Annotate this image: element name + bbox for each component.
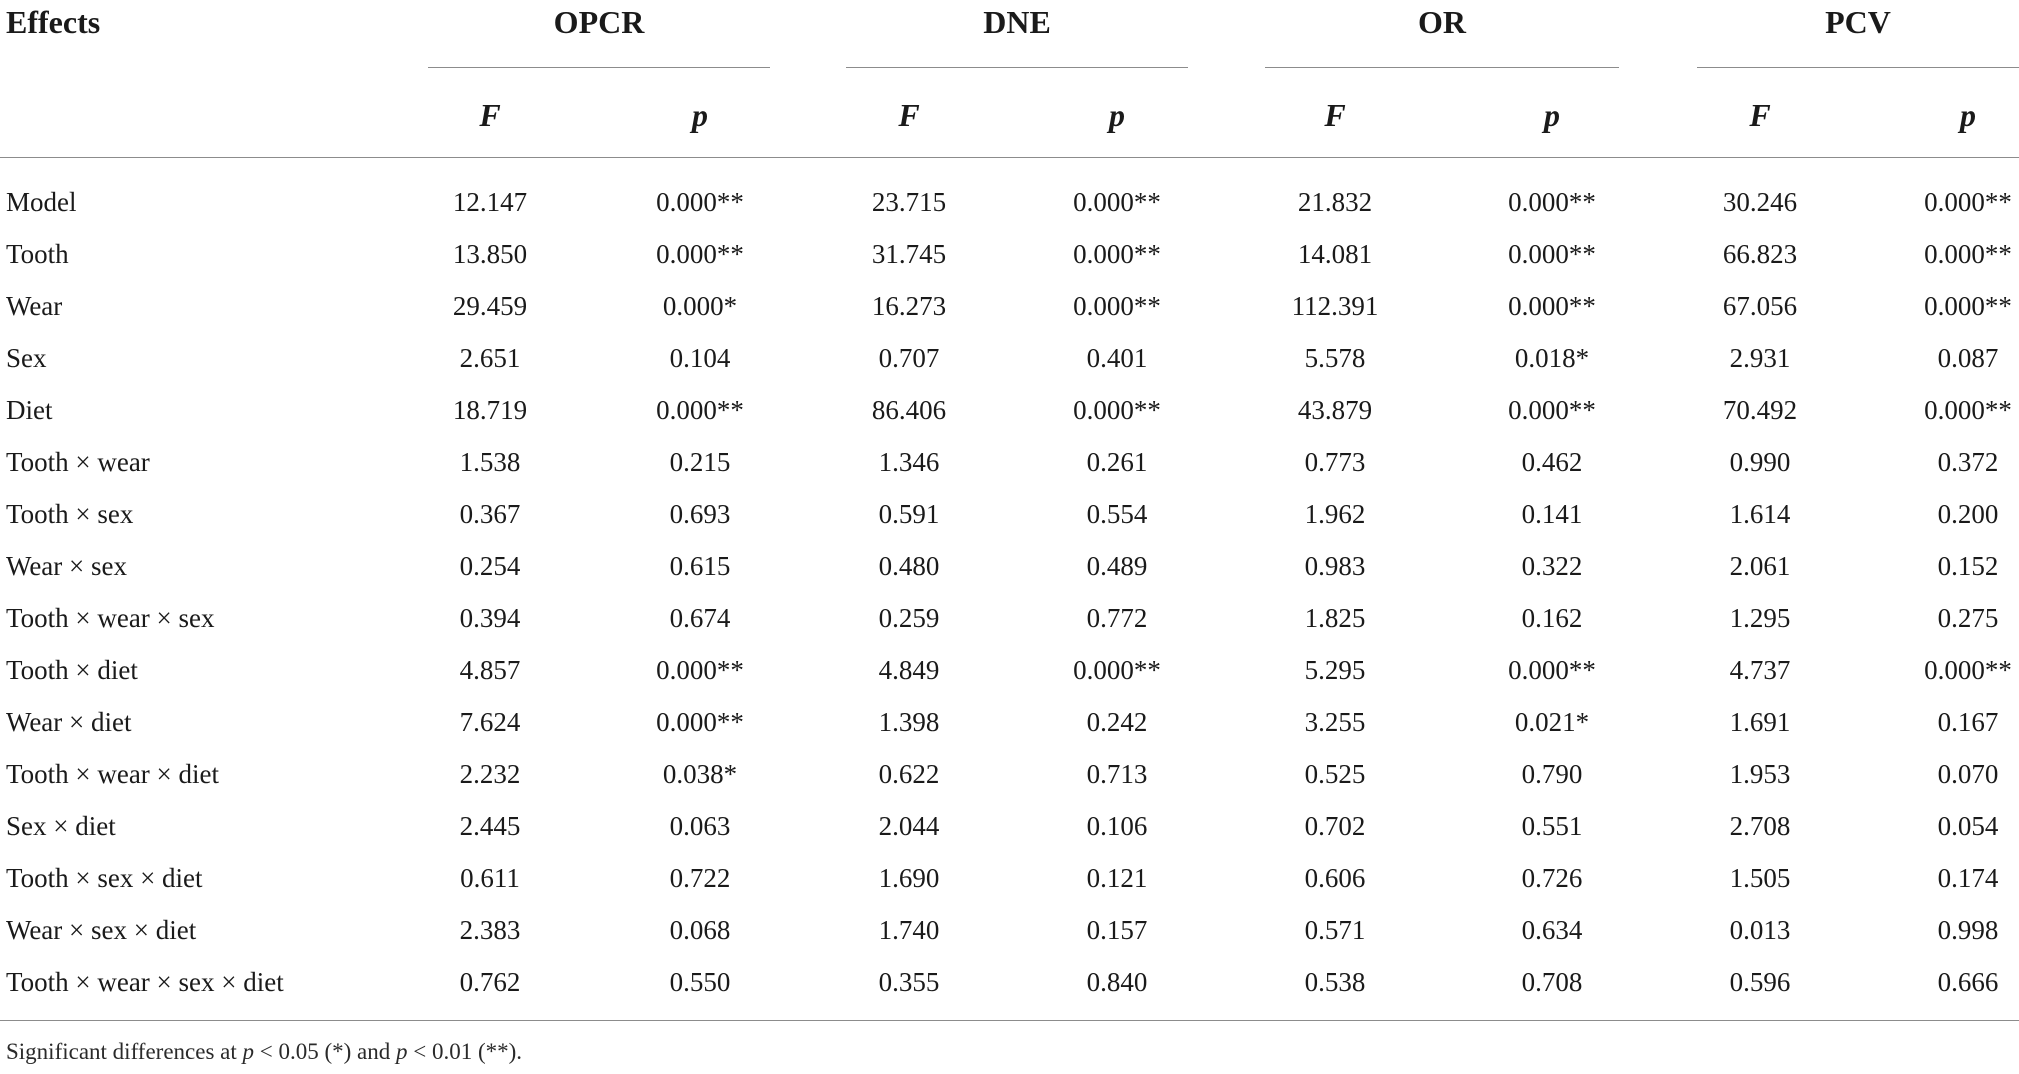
cell-dne-p: 0.554 — [1086, 499, 1148, 529]
cell-opcr-p: 0.038* — [662, 759, 738, 789]
cell-dne-p: 0.121 — [1086, 863, 1148, 893]
cell-dne-f: 4.849 — [878, 655, 940, 685]
row-label: Tooth × sex × diet — [6, 863, 203, 893]
cell-pcv-p: 0.000** — [1924, 291, 2012, 321]
cell-opcr-f: 0.611 — [460, 863, 520, 893]
cell-opcr-p: 0.000** — [656, 395, 744, 425]
row-label: Model — [6, 187, 77, 217]
cell-or-p: 0.021* — [1514, 707, 1590, 737]
subheader-pcv-p: p — [1960, 97, 1976, 133]
cell-pcv-f: 66.823 — [1722, 239, 1798, 269]
table-row — [0, 384, 2019, 436]
cell-pcv-p: 0.372 — [1937, 447, 1999, 477]
cell-opcr-f: 0.254 — [459, 551, 521, 581]
table-row — [0, 488, 2019, 540]
cell-or-f: 0.606 — [1304, 863, 1366, 893]
cell-pcv-f: 2.061 — [1729, 551, 1791, 581]
cell-opcr-f: 0.367 — [459, 499, 521, 529]
row-label: Wear × sex — [6, 551, 127, 581]
cell-pcv-p: 0.070 — [1937, 759, 1999, 789]
group-rule-pcv — [1697, 67, 2019, 68]
table-row — [0, 748, 2019, 800]
cell-pcv-p: 0.000** — [1924, 655, 2012, 685]
subheader-or-p: p — [1544, 97, 1560, 133]
table-row — [0, 176, 2019, 228]
footnote-middle: < 0.05 (*) and — [254, 1039, 397, 1064]
cell-opcr-p: 0.693 — [669, 499, 731, 529]
table-row — [0, 644, 2019, 696]
cell-opcr-f: 18.719 — [452, 395, 528, 425]
row-label: Sex × diet — [6, 811, 116, 841]
row-label: Tooth × wear — [6, 447, 150, 477]
cell-opcr-p: 0.215 — [669, 447, 731, 477]
subheader-pcv-f: F — [1749, 97, 1771, 133]
cell-pcv-f: 30.246 — [1722, 187, 1798, 217]
cell-dne-f: 2.044 — [878, 811, 940, 841]
cell-dne-p: 0.713 — [1086, 759, 1148, 789]
cell-dne-p: 0.157 — [1086, 915, 1148, 945]
cell-or-p: 0.018* — [1514, 343, 1590, 373]
cell-or-p: 0.000** — [1508, 291, 1596, 321]
cell-opcr-f: 1.538 — [459, 447, 521, 477]
cell-or-p: 0.000** — [1508, 187, 1596, 217]
group-header-or: OR — [1418, 4, 1466, 40]
row-label: Sex — [6, 343, 47, 373]
table-footnote — [6, 1036, 522, 1068]
cell-opcr-p: 0.000* — [662, 291, 738, 321]
cell-or-p: 0.634 — [1521, 915, 1583, 945]
cell-opcr-p: 0.104 — [669, 343, 731, 373]
row-label: Tooth × wear × sex — [6, 603, 215, 633]
cell-opcr-f: 4.857 — [459, 655, 521, 685]
subheader-opcr-p: p — [692, 97, 708, 133]
header-rule — [0, 157, 2019, 158]
table-row — [0, 800, 2019, 852]
cell-or-f: 0.538 — [1304, 967, 1366, 997]
cell-pcv-f: 1.953 — [1729, 759, 1791, 789]
cell-opcr-f: 13.850 — [452, 239, 528, 269]
cell-or-p: 0.000** — [1508, 395, 1596, 425]
cell-opcr-f: 0.394 — [459, 603, 521, 633]
cell-or-p: 0.790 — [1521, 759, 1583, 789]
cell-opcr-p: 0.000** — [656, 707, 744, 737]
cell-pcv-f: 70.492 — [1722, 395, 1798, 425]
table-row — [0, 436, 2019, 488]
cell-dne-f: 0.355 — [878, 967, 940, 997]
cell-or-f: 14.081 — [1297, 239, 1373, 269]
cell-opcr-p: 0.063 — [669, 811, 731, 841]
cell-pcv-p: 0.200 — [1937, 499, 1999, 529]
cell-or-f: 0.571 — [1304, 915, 1366, 945]
cell-pcv-f: 4.737 — [1729, 655, 1791, 685]
cell-opcr-f: 12.147 — [452, 187, 528, 217]
cell-dne-p: 0.000** — [1073, 239, 1161, 269]
table-row — [0, 332, 2019, 384]
table-row — [0, 904, 2019, 956]
cell-pcv-f: 0.013 — [1729, 915, 1791, 945]
cell-dne-p: 0.261 — [1086, 447, 1148, 477]
cell-pcv-f: 1.691 — [1729, 707, 1791, 737]
row-label: Tooth × diet — [6, 655, 138, 685]
group-rule-dne — [846, 67, 1188, 68]
group-header-dne: DNE — [983, 4, 1051, 40]
cell-or-p: 0.000** — [1508, 655, 1596, 685]
cell-dne-f: 0.622 — [878, 759, 940, 789]
footer-rule — [0, 1020, 2019, 1021]
cell-opcr-p: 0.000** — [656, 239, 744, 269]
table-row — [0, 540, 2019, 592]
row-label: Wear × diet — [6, 707, 132, 737]
cell-pcv-p: 0.000** — [1924, 187, 2012, 217]
cell-pcv-f: 1.614 — [1729, 499, 1791, 529]
cell-pcv-p: 0.167 — [1937, 707, 1999, 737]
cell-opcr-p: 0.550 — [669, 967, 731, 997]
row-label: Tooth × wear × sex × diet — [6, 967, 284, 997]
cell-dne-f: 16.273 — [871, 291, 947, 321]
cell-pcv-p: 0.666 — [1937, 967, 1999, 997]
cell-or-p: 0.000** — [1508, 239, 1596, 269]
cell-opcr-p: 0.000** — [656, 187, 744, 217]
table-row — [0, 228, 2019, 280]
cell-dne-f: 31.745 — [871, 239, 947, 269]
footnote-suffix: < 0.01 (**). — [407, 1039, 523, 1064]
cell-opcr-p: 0.674 — [669, 603, 731, 633]
table-row — [0, 592, 2019, 644]
cell-or-f: 5.295 — [1304, 655, 1366, 685]
cell-pcv-p: 0.054 — [1937, 811, 1999, 841]
cell-or-f: 112.391 — [1291, 291, 1379, 321]
cell-dne-f: 0.480 — [878, 551, 940, 581]
cell-dne-p: 0.000** — [1073, 187, 1161, 217]
cell-dne-f: 1.398 — [878, 707, 940, 737]
group-rule-opcr — [428, 67, 770, 68]
cell-opcr-f: 2.232 — [459, 759, 521, 789]
subheader-or-f: F — [1324, 97, 1346, 133]
cell-or-p: 0.322 — [1521, 551, 1583, 581]
cell-pcv-f: 67.056 — [1722, 291, 1798, 321]
cell-dne-p: 0.772 — [1086, 603, 1148, 633]
footnote-p-symbol: p — [396, 1039, 408, 1064]
row-label: Tooth × wear × diet — [6, 759, 220, 789]
cell-dne-f: 1.740 — [878, 915, 940, 945]
cell-dne-f: 0.591 — [878, 499, 940, 529]
row-label: Wear — [6, 291, 63, 321]
cell-opcr-f: 29.459 — [452, 291, 528, 321]
effects-column-header: Effects — [6, 4, 101, 40]
cell-dne-f: 0.259 — [878, 603, 940, 633]
cell-opcr-p: 0.000** — [656, 655, 744, 685]
cell-opcr-p: 0.615 — [669, 551, 731, 581]
table-row — [0, 956, 2019, 1008]
cell-or-p: 0.708 — [1521, 967, 1583, 997]
cell-or-f: 5.578 — [1304, 343, 1366, 373]
subheader-opcr-f: F — [479, 97, 501, 133]
cell-or-f: 0.525 — [1304, 759, 1366, 789]
footnote-p-symbol: p — [242, 1039, 255, 1064]
cell-dne-p: 0.000** — [1073, 655, 1161, 685]
cell-dne-f: 1.690 — [878, 863, 940, 893]
cell-dne-p: 0.489 — [1086, 551, 1148, 581]
cell-pcv-f: 2.708 — [1729, 811, 1791, 841]
cell-pcv-p: 0.275 — [1937, 603, 1999, 633]
cell-or-f: 21.832 — [1297, 187, 1373, 217]
footnote-prefix: Significant differences at — [6, 1039, 243, 1064]
group-header-pcv: PCV — [1825, 4, 1891, 40]
cell-dne-p: 0.000** — [1073, 395, 1161, 425]
row-label: Diet — [6, 395, 53, 425]
cell-dne-f: 0.707 — [878, 343, 940, 373]
cell-dne-p: 0.401 — [1086, 343, 1148, 373]
cell-or-f: 0.702 — [1304, 811, 1366, 841]
cell-or-p: 0.141 — [1521, 499, 1583, 529]
cell-opcr-f: 0.762 — [459, 967, 521, 997]
cell-or-p: 0.726 — [1521, 863, 1583, 893]
cell-pcv-f: 1.295 — [1729, 603, 1791, 633]
cell-dne-p: 0.106 — [1086, 811, 1148, 841]
cell-or-f: 1.962 — [1304, 499, 1366, 529]
subheader-dne-f: F — [898, 97, 920, 133]
group-rule-or — [1265, 67, 1619, 68]
cell-opcr-p: 0.722 — [669, 863, 731, 893]
cell-opcr-f: 7.624 — [459, 707, 521, 737]
cell-or-f: 43.879 — [1297, 395, 1373, 425]
cell-or-p: 0.551 — [1521, 811, 1583, 841]
table-row — [0, 696, 2019, 748]
cell-opcr-f: 2.445 — [459, 811, 521, 841]
cell-pcv-f: 2.931 — [1729, 343, 1791, 373]
table-row — [0, 852, 2019, 904]
cell-or-f: 0.983 — [1304, 551, 1366, 581]
cell-opcr-p: 0.068 — [669, 915, 731, 945]
cell-or-p: 0.462 — [1521, 447, 1583, 477]
cell-dne-f: 23.715 — [871, 187, 947, 217]
cell-pcv-p: 0.000** — [1924, 395, 2012, 425]
cell-pcv-f: 0.990 — [1729, 447, 1791, 477]
cell-dne-p: 0.242 — [1086, 707, 1148, 737]
cell-pcv-p: 0.998 — [1937, 915, 1999, 945]
cell-opcr-f: 2.383 — [459, 915, 521, 945]
cell-pcv-p: 0.000** — [1924, 239, 2012, 269]
cell-dne-p: 0.000** — [1073, 291, 1161, 321]
subheader-dne-p: p — [1109, 97, 1125, 133]
row-label: Tooth × sex — [6, 499, 134, 529]
cell-pcv-f: 0.596 — [1729, 967, 1791, 997]
cell-pcv-p: 0.087 — [1937, 343, 1999, 373]
cell-or-p: 0.162 — [1521, 603, 1583, 633]
cell-pcv-p: 0.152 — [1937, 551, 1999, 581]
cell-dne-f: 86.406 — [871, 395, 947, 425]
table-row — [0, 280, 2019, 332]
cell-pcv-p: 0.174 — [1937, 863, 1999, 893]
cell-opcr-f: 2.651 — [459, 343, 521, 373]
cell-or-f: 0.773 — [1304, 447, 1366, 477]
cell-dne-f: 1.346 — [878, 447, 940, 477]
cell-or-f: 3.255 — [1304, 707, 1366, 737]
cell-dne-p: 0.840 — [1086, 967, 1148, 997]
row-label: Tooth — [6, 239, 69, 269]
cell-or-f: 1.825 — [1304, 603, 1366, 633]
cell-pcv-f: 1.505 — [1729, 863, 1791, 893]
row-label: Wear × sex × diet — [6, 915, 197, 945]
group-header-opcr: OPCR — [553, 4, 645, 40]
